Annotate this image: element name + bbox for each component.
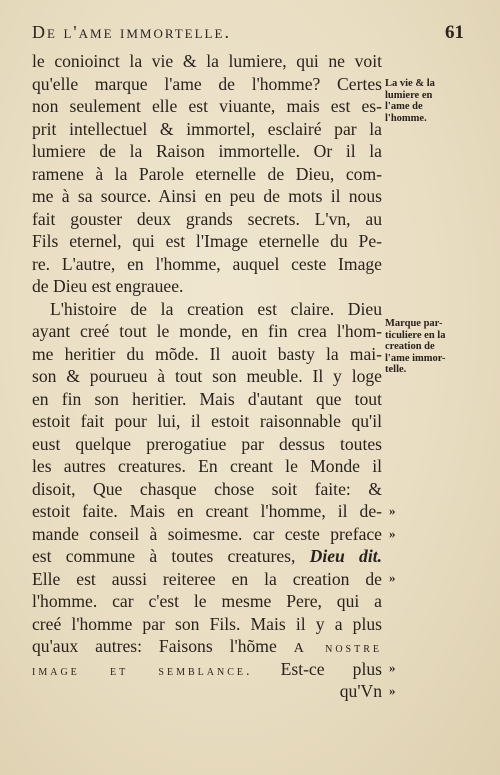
text-line: en fin son heritier. Mais d'autant que tout — [32, 388, 382, 409]
text-line: re. L'autre, en l'homme, auquel ceste Image — [32, 253, 382, 274]
text-line — [32, 635, 382, 658]
text-line: l'homme. car c'est le mesme Pere, qui a — [32, 591, 382, 611]
image-semblance-smallcaps: image et semblance. — [32, 663, 253, 679]
page-number: 61 — [445, 22, 464, 43]
text-line: Elle est aussi reiteree en la creation de — [32, 568, 382, 589]
margin-note — [385, 78, 463, 124]
margin-note-line: l'ame immor- — [385, 352, 446, 364]
margin-note-line: Marque par- — [385, 318, 443, 329]
text-line: mande conseil à soimesme. car ceste preface — [32, 523, 382, 544]
text-line-segment: qu'aux autres: Faisons l'hõme — [32, 636, 294, 656]
margin-note-line: telle. — [385, 364, 407, 375]
text-line: les autres creatures. En creant le Monde il — [32, 456, 382, 476]
a-nostre-smallcaps: A nostre — [293, 641, 383, 656]
margin-note-line: l'homme. — [385, 112, 427, 124]
text-line: me à sa source. Ainsi en peu de mots il nous — [32, 186, 382, 206]
dieu-dit-citation: Dieu dit. — [309, 546, 382, 566]
margin-note-line: lumiere en — [385, 89, 433, 101]
margin-note-line: l'ame de — [385, 101, 423, 112]
margin-note-line: creation de — [385, 341, 435, 352]
text-line: estoit faite. Mais en creant l'homme, il de- — [32, 501, 382, 521]
text-line-segment: Est-ce plus — [252, 658, 382, 679]
quote-mark: » — [389, 503, 396, 518]
quote-mark: » — [389, 660, 396, 675]
text-line: non seulement elle est viuante, mais est es- — [32, 96, 382, 116]
text-line: qu'elle marque l'ame de l'homme? Certes — [32, 73, 382, 94]
text-line: eust quelque prerogatiue par dessus toutes — [32, 433, 382, 454]
page-header — [30, 22, 470, 46]
catchword: qu'Vn — [339, 681, 382, 701]
text-line: de Dieu est engrauee. — [32, 276, 184, 296]
text-line: lumiere de la Raison immortelle. Or il la — [32, 141, 382, 161]
text-line: ayant creé tout le monde, en fin crea l'hom- — [32, 321, 382, 341]
text-line: le conioinct la vie & la lumiere, qui ne voit — [32, 51, 382, 71]
text-line: L'histoire de la creation est claire. Dieu — [50, 298, 382, 319]
text-line-segment: est commune à toutes creatures, — [32, 546, 310, 566]
main-text-block — [32, 50, 382, 703]
text-line: disoit, Que chasque chose soit faite: & — [32, 478, 382, 499]
text-line: ramene à la Parole eternelle de Dieu, com- — [32, 163, 382, 184]
text-line: prit intellectuel & immortel, esclairé par la — [32, 118, 382, 139]
text-line — [32, 658, 382, 681]
quote-mark: » — [389, 570, 396, 585]
text-line: Fils eternel, qui est l'Image eternelle du Pe- — [32, 231, 382, 251]
running-title: De l'ame immortelle. — [32, 22, 231, 42]
margin-note-line: La vie & la — [385, 78, 435, 89]
quote-mark: » — [389, 526, 396, 541]
quote-mark: » — [389, 683, 396, 698]
text-line: estoit fait pour lui, il estoit raisonnable qu'il — [32, 411, 382, 431]
text-line: creé l'homme par son Fils. Mais il y a plus — [32, 613, 382, 634]
text-line — [32, 545, 382, 568]
text-line: fait gouster deux grands secrets. L'vn, au — [32, 208, 382, 229]
text-line: me heritier du mõde. Il auoit basty la mai- — [32, 343, 382, 364]
margin-note-line: ticuliere en la — [385, 329, 446, 341]
margin-note — [385, 318, 463, 376]
text-line: son & pourueu à tout son meuble. Il y loge — [32, 366, 382, 386]
